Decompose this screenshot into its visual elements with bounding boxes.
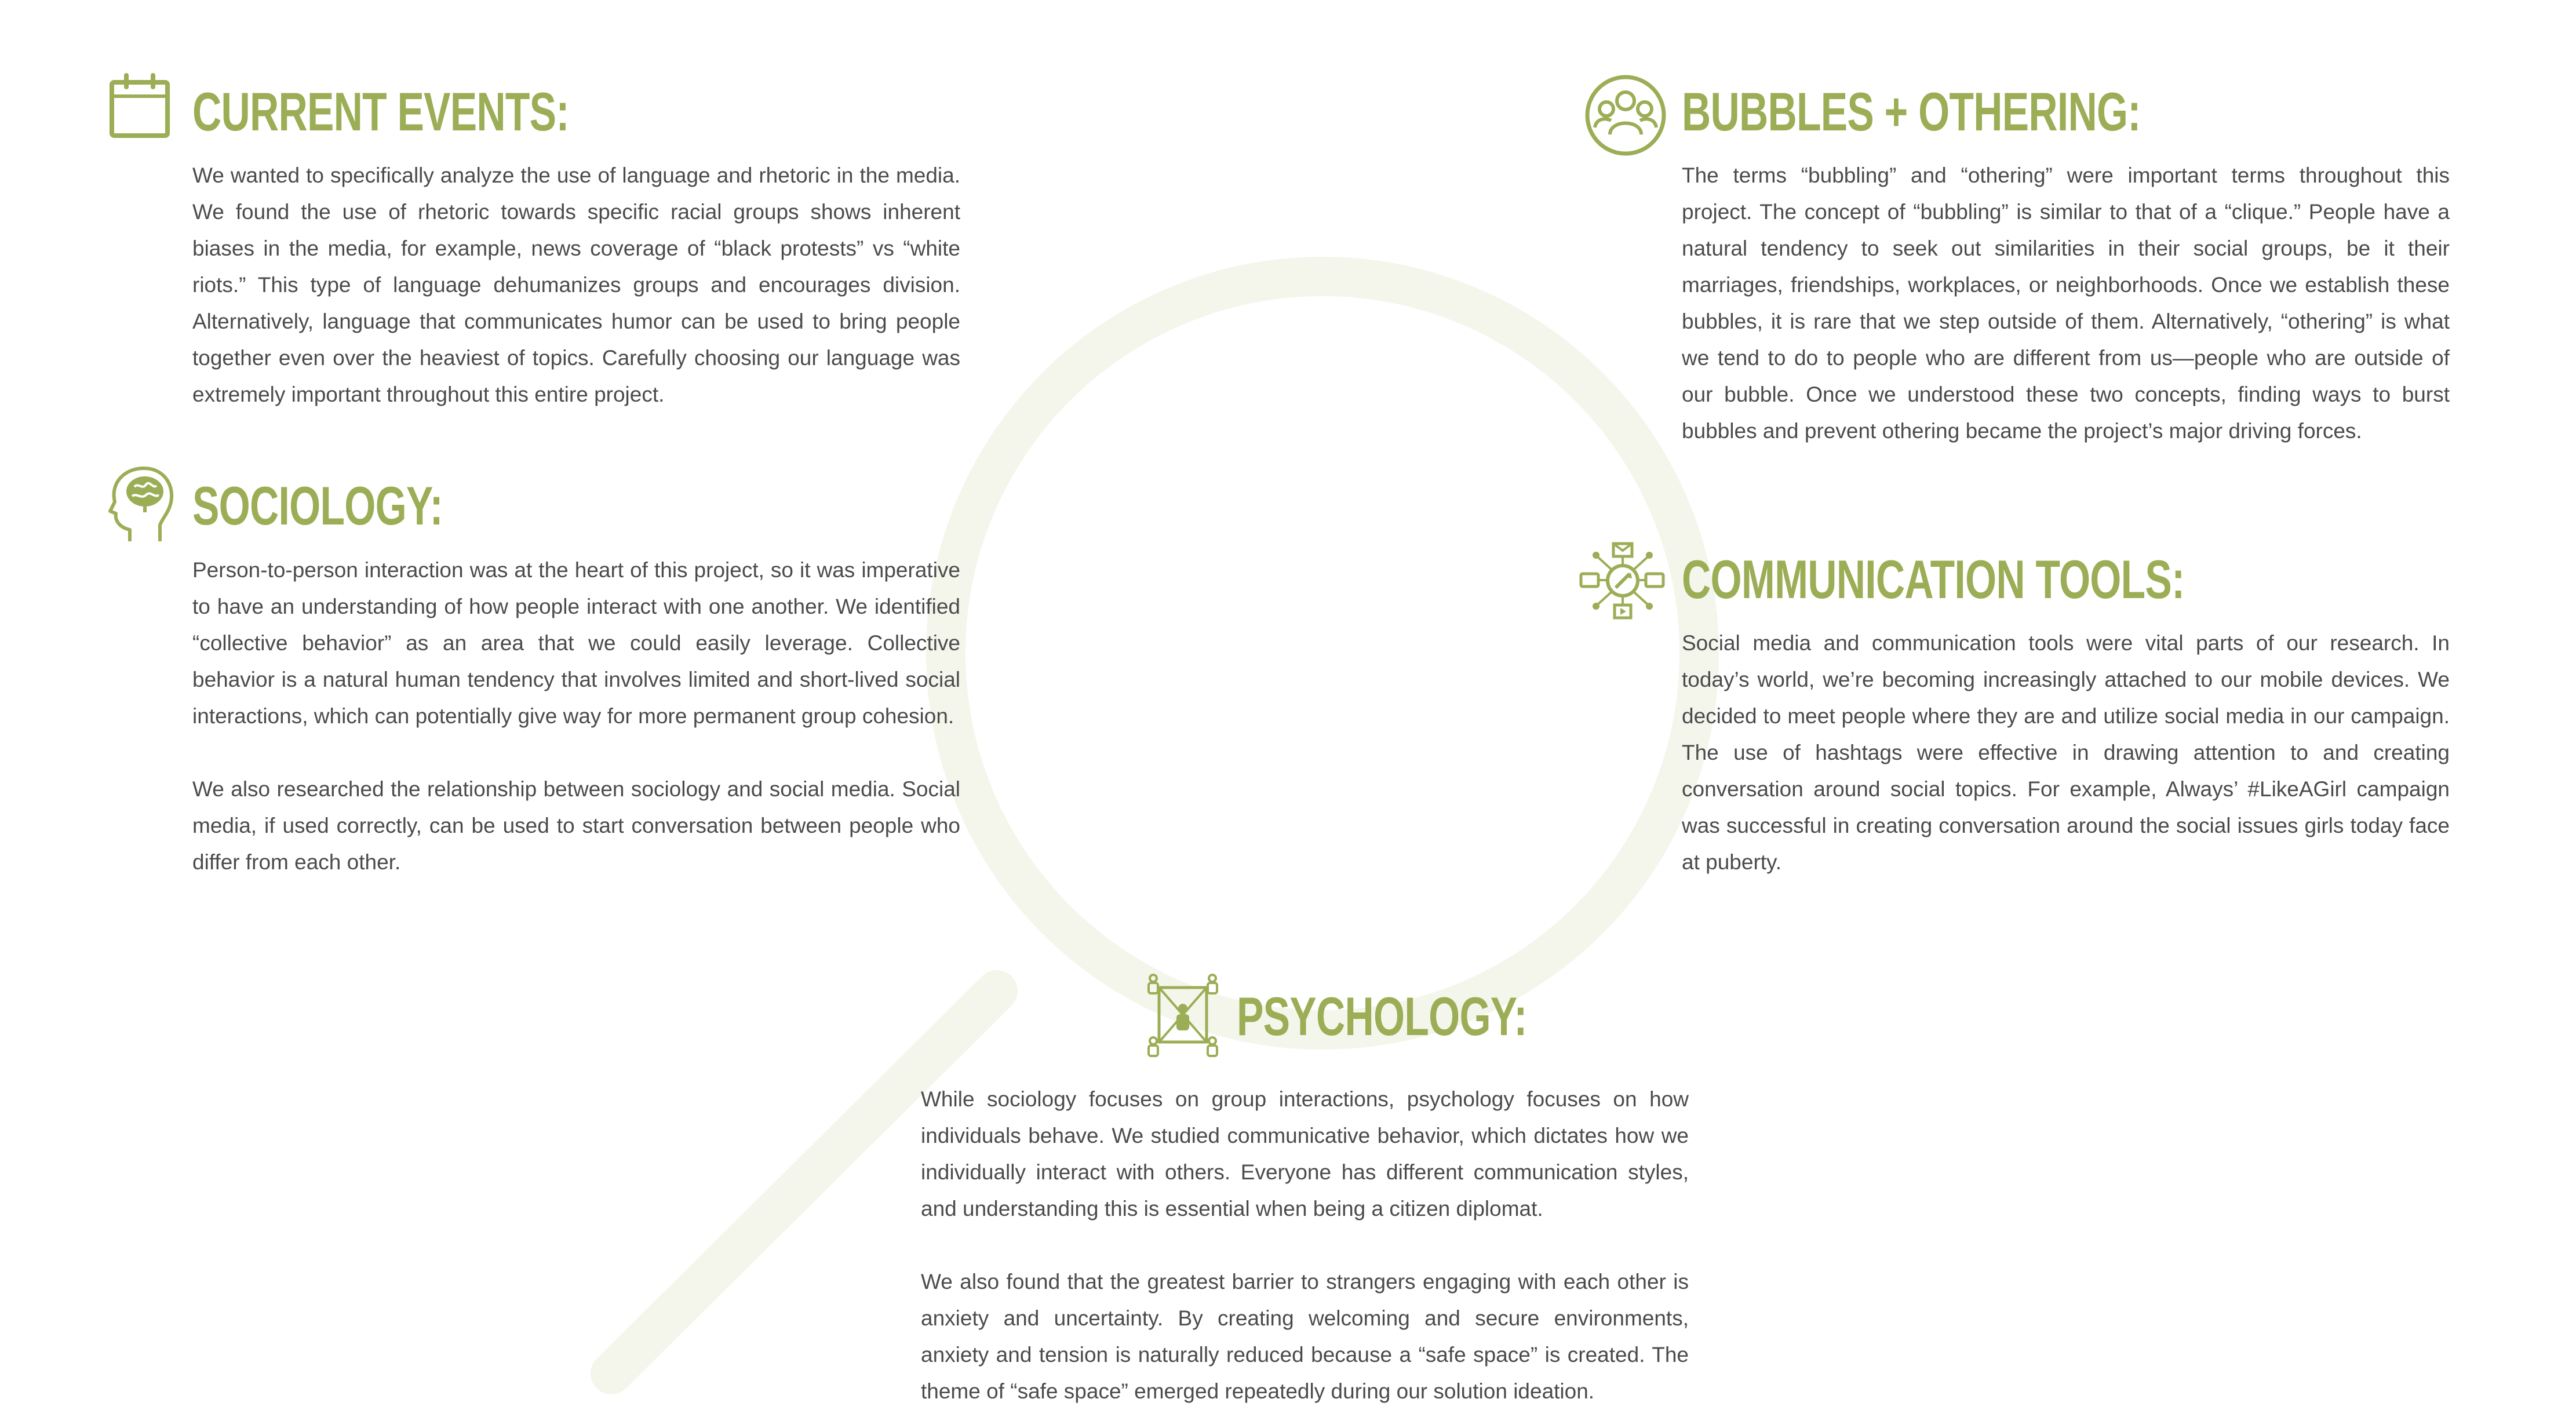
group-circle-icon (1584, 74, 1667, 156)
bubbles-othering-title: BUBBLES + OTHERING: (1682, 81, 2141, 142)
current-events-paragraph: We wanted to specifically analyze the use of language and rhetoric in the media. We found the use of rhetoric towards specific racial groups shows inherent biases in the media, for example, news coverage of “black protests” vs “white riots.” This type of language dehumanizes groups and encourages division. Alternatively, language that communicates humor can be used to bring people together even over the heaviest of topics. Carefully choosing our language was extremely important throughout this entire project. (192, 163, 960, 406)
communication-tools-body (1682, 625, 2450, 880)
current-events-body (192, 157, 960, 413)
communication-tools-paragraph: Social media and communication tools were vital parts of our research. In today’s world, we’re becoming increasingly attached to our mobile devices. We decided to meet people where they are and utilize social media in our campaign. The use of hashtags were effective in drawing attention to and creating conversation around social topics. For example, Always’ #LikeAGirl campaign was successful in creating conversation around the social issues girls today face at puberty. (1682, 631, 2450, 874)
bubbles-othering-paragraph: The terms “bubbling” and “othering” were important terms throughout this project. The concept of “bubbling” is similar to that of a “clique.” People have a natural tendency to seek out similarities in their social groups, be it their marriages, friendships, workplaces, or neighborhoods. Once we establish these bubbles, it is rare that we step outside of them. Alternatively, “othering” is what we tend to do to people who are different from us—people who are outside of our bubble. Once we understood these two concepts, finding ways to burst bubbles and prevent othering became the project’s major driving forces. (1682, 163, 2450, 443)
communication-tools-title: COMMUNICATION TOOLS: (1682, 549, 2185, 610)
psychology-title: PSYCHOLOGY: (1237, 986, 1527, 1047)
psychology-paragraph-2: We also found that the greatest barrier to strangers engaging with each other is anxiety and uncertainty. By creating welcoming and secure environments, anxiety and tension is naturally reduced because a “safe space” is created. The theme of “safe space” emerged repeatedly during our solution ideation. (921, 1270, 1689, 1403)
psychology-paragraph-1: While sociology focuses on group interactions, psychology focuses on how individuals behave. We studied communicative behavior, which dictates how we individually interact with others. Everyone has different communication styles, and understanding this is essential when being a citizen diplomat. (921, 1087, 1689, 1221)
sociology-title: SOCIOLOGY: (192, 475, 443, 536)
sociology-paragraph-1: Person-to-person interaction was at the heart of this project, so it was imperative to have an understanding of how people interact with one another. We identified “collective behavior” as an area that we could easily leverage. Collective behavior is a natural human tendency that involves limited and short-lived social interactions, which can potentially give way for more permanent group cohesion. (192, 558, 960, 728)
calendar-icon (109, 73, 170, 139)
brain-head-icon (102, 465, 175, 544)
sociology-body (192, 552, 960, 880)
psychology-body (921, 1081, 1689, 1409)
communication-network-icon (1579, 541, 1666, 620)
current-events-title: CURRENT EVENTS: (192, 81, 569, 142)
sociology-paragraph-2: We also researched the relationship between sociology and social media. Social media, if used correctly, can be used to start conversation between people who differ from each other. (192, 777, 960, 874)
bubbles-othering-body (1682, 157, 2450, 449)
people-network-icon (1146, 972, 1219, 1061)
